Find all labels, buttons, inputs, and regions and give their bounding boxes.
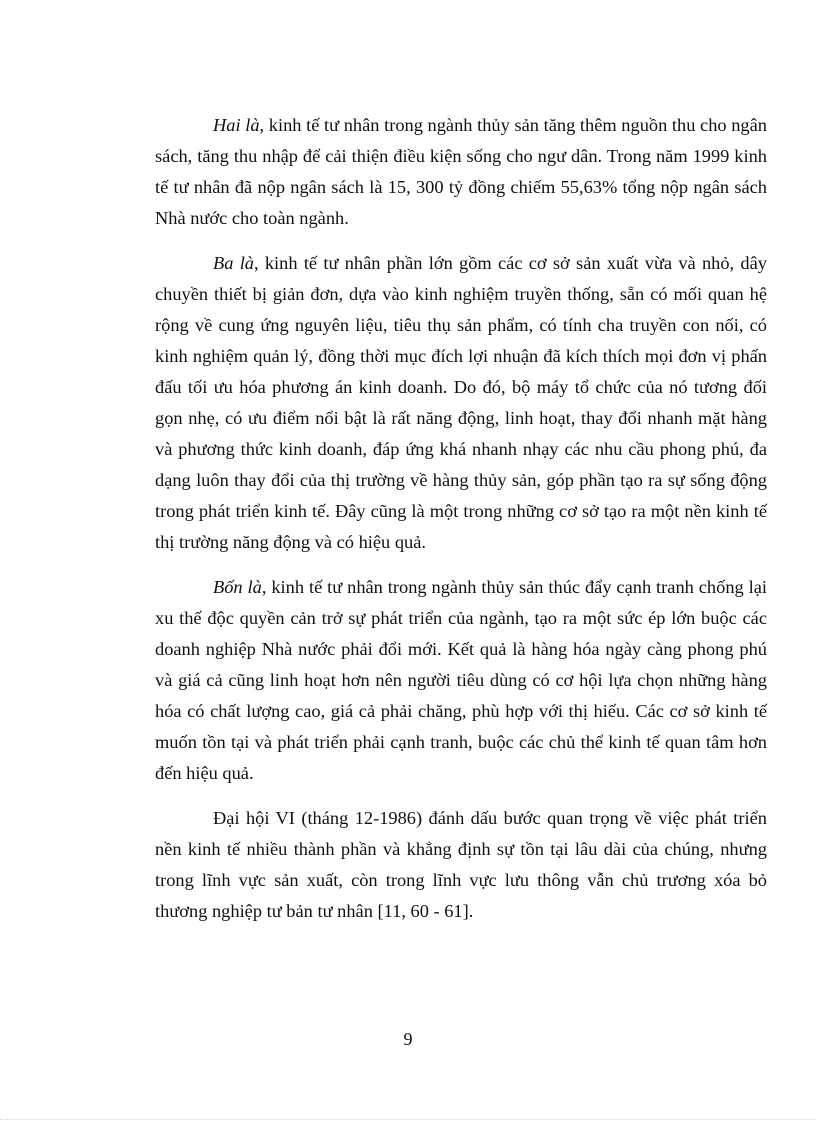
paragraph-hai-la (155, 110, 767, 234)
page-bottom-edge (0, 1119, 816, 1120)
paragraph-ba-la (155, 248, 767, 558)
paragraph-dai-hoi-vi (155, 803, 767, 927)
paragraph-text: , kinh tế tư nhân trong ngành thủy sản thúc đẩy cạnh tranh chống lại xu thế độc quyền cản trở sự phát triển của ngành, tạo ra một sức ép lớn buộc các doanh nghiệp Nhà nước phải đổi mới. Kết quả là hàng hóa ngày càng phong phú và giá cả cũng linh hoạt hơn nên người tiêu dùng có cơ hội lựa chọn những hàng hóa có chất lượng cao, giá cả phải chăng, phù hợp với thị hiếu. Các cơ sở kinh tế muốn tồn tại và phát triển phải cạnh tranh, buộc các chủ thể kinh tế quan tâm hơn đến hiệu quả. (155, 577, 767, 783)
paragraph-lead: Hai là (213, 115, 260, 135)
page-number: 9 (403, 1029, 413, 1049)
paragraph-text: Đại hội VI (tháng 12-1986) đánh dấu bước quan trọng về việc phát triển nền kinh tế nhiều thành phần và khẳng định sự tồn tại lâu dài của chúng, nhưng trong lĩnh vực sản xuất, còn trong lĩnh vực lưu thông vẫn chủ trương xóa bỏ thương nghiệp tư bản tư nhân [11, 60 - 61]. (155, 808, 767, 921)
document-body (155, 110, 767, 941)
paragraph-text: , kinh tế tư nhân trong ngành thủy sản tăng thêm nguồn thu cho ngân sách, tăng thu nhập để cải thiện điều kiện sống cho ngư dân. Trong năm 1999 kinh tế tư nhân đã nộp ngân sách là 15, 300 tỷ đồng chiếm 55,63% tổng nộp ngân sách Nhà nước cho toàn ngành. (155, 115, 767, 228)
paragraph-lead: Ba là (213, 253, 254, 273)
paragraph-lead: Bốn là (213, 577, 262, 597)
paragraph-bon-la (155, 572, 767, 789)
paragraph-text: , kinh tế tư nhân phần lớn gồm các cơ sở sản xuất vừa và nhỏ, dây chuyền thiết bị giản đơn, dựa vào kinh nghiệm truyền thống, sẵn có mối quan hệ rộng về cung ứng nguyên liệu, tiêu thụ sản phẩm, có tính cha truyền con nối, có kinh nghiệm quản lý, đồng thời mục đích lợi nhuận đã kích thích mọi đơn vị phấn đấu tối ưu hóa phương án kinh doanh. Do đó, bộ máy tổ chức của nó tương đối gọn nhẹ, có ưu điểm nổi bật là rất năng động, linh hoạt, thay đổi nhanh mặt hàng và phương thức kinh doanh, đáp ứng khá nhanh nhạy các nhu cầu phong phú, đa dạng luôn thay đổi của thị trường về hàng thủy sản, góp phần tạo ra sự sống động trong phát triển kinh tế. Đây cũng là một trong những cơ sở tạo ra một nền kinh tế thị trường năng động và có hiệu quả. (155, 253, 767, 552)
